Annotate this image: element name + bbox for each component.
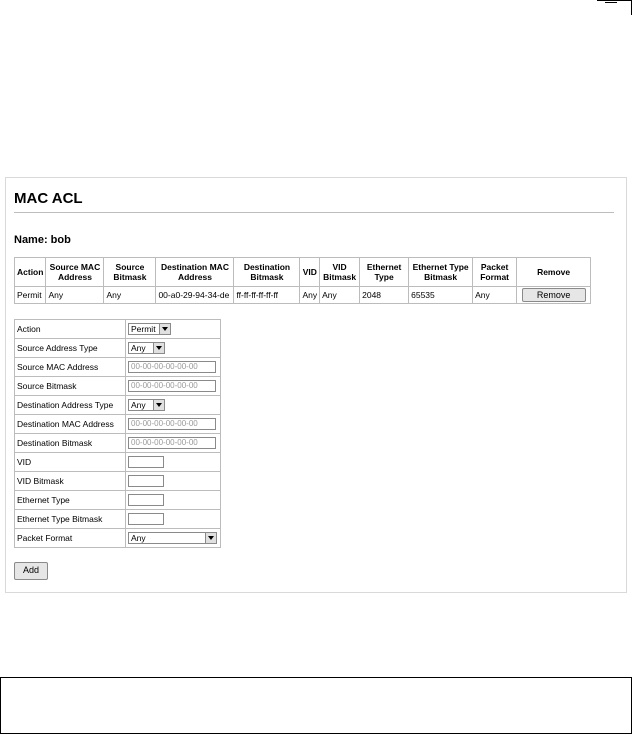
ethernet-type-label: Ethernet Type — [15, 491, 126, 510]
header-packet-format: Packet Format — [473, 258, 517, 287]
table-row — [15, 287, 591, 304]
vid-bitmask-label: VID Bitmask — [15, 472, 126, 491]
dest-address-type-label: Destination Address Type — [15, 396, 126, 415]
vid-bitmask-input[interactable] — [128, 475, 164, 487]
chevron-down-icon[interactable] — [153, 400, 164, 410]
vid-bitmask-field-cell — [126, 472, 221, 491]
action-field-cell — [126, 320, 221, 339]
form-row-dest-mac — [15, 415, 221, 434]
acl-name-label: Name: bob — [14, 234, 71, 246]
source-bitmask-label: Source Bitmask — [15, 377, 126, 396]
form-row-packet-format — [15, 529, 221, 548]
table-header-row — [15, 258, 591, 287]
header-ethernet-type-bitmask: Ethernet Type Bitmask — [409, 258, 473, 287]
source-bitmask-input[interactable]: 00-00-00-00-00-00 — [128, 380, 216, 392]
header-action: Action — [15, 258, 46, 287]
header-source-bitmask: Source Bitmask — [104, 258, 156, 287]
source-mac-label: Source MAC Address — [15, 358, 126, 377]
dest-address-type-select[interactable] — [128, 399, 165, 411]
corner-mark — [597, 0, 632, 15]
header-ethernet-type: Ethernet Type — [360, 258, 409, 287]
vid-field-cell — [126, 453, 221, 472]
cell-source-bitmask: Any — [104, 287, 156, 304]
vid-label: VID — [15, 453, 126, 472]
header-remove: Remove — [517, 258, 591, 287]
form-row-dest-address-type — [15, 396, 221, 415]
packet-format-label: Packet Format — [15, 529, 126, 548]
chevron-down-icon[interactable] — [153, 343, 164, 353]
cell-action: Permit — [15, 287, 46, 304]
source-mac-field-cell — [126, 358, 221, 377]
header-vid: VID — [300, 258, 320, 287]
packet-format-select-value: Any — [131, 533, 146, 543]
ethernet-type-bitmask-label: Ethernet Type Bitmask — [15, 510, 126, 529]
dest-bitmask-label: Destination Bitmask — [15, 434, 126, 453]
header-dest-bitmask: Destination Bitmask — [234, 258, 300, 287]
form-row-source-mac — [15, 358, 221, 377]
ethernet-type-input[interactable] — [128, 494, 164, 506]
chevron-down-icon[interactable] — [159, 324, 170, 334]
rule-form — [14, 319, 221, 548]
add-button[interactable]: Add — [14, 562, 48, 580]
source-address-type-select[interactable] — [128, 342, 165, 354]
cell-dest-mac: 00-a0-29-94-34-de — [156, 287, 234, 304]
cell-vid: Any — [300, 287, 320, 304]
dest-mac-field-cell — [126, 415, 221, 434]
title-divider — [14, 212, 614, 213]
cell-packet-format: Any — [473, 287, 517, 304]
form-row-vid — [15, 453, 221, 472]
source-mac-input[interactable]: 00-00-00-00-00-00 — [128, 361, 216, 373]
page-title: MAC ACL — [14, 190, 83, 207]
header-vid-bitmask: VID Bitmask — [320, 258, 360, 287]
dest-mac-input[interactable]: 00-00-00-00-00-00 — [128, 418, 216, 430]
form-row-source-bitmask — [15, 377, 221, 396]
vid-input[interactable] — [128, 456, 164, 468]
remove-button[interactable]: Remove — [522, 288, 586, 302]
ethernet-type-bitmask-input[interactable] — [128, 513, 164, 525]
action-select[interactable] — [128, 323, 171, 335]
form-row-ethernet-type — [15, 491, 221, 510]
dest-address-type-select-value: Any — [131, 400, 146, 410]
cell-remove — [517, 287, 591, 304]
cell-ethernet-type-bitmask: 65535 — [409, 287, 473, 304]
form-row-vid-bitmask — [15, 472, 221, 491]
source-address-type-field-cell — [126, 339, 221, 358]
packet-format-select[interactable] — [128, 532, 217, 544]
form-row-dest-bitmask — [15, 434, 221, 453]
cell-vid-bitmask: Any — [320, 287, 360, 304]
dest-mac-label: Destination MAC Address — [15, 415, 126, 434]
cell-ethernet-type: 2048 — [360, 287, 409, 304]
source-bitmask-field-cell — [126, 377, 221, 396]
ethernet-type-bitmask-field-cell — [126, 510, 221, 529]
dest-bitmask-field-cell — [126, 434, 221, 453]
form-row-action — [15, 320, 221, 339]
header-dest-mac: Destination MAC Address — [156, 258, 234, 287]
form-row-source-address-type — [15, 339, 221, 358]
ethernet-type-field-cell — [126, 491, 221, 510]
action-select-value: Permit — [131, 324, 156, 334]
note-box — [0, 677, 632, 734]
mac-acl-panel — [5, 177, 627, 593]
cell-source-mac: Any — [46, 287, 104, 304]
form-row-ethernet-type-bitmask — [15, 510, 221, 529]
cell-dest-bitmask: ff-ff-ff-ff-ff-ff — [234, 287, 300, 304]
rules-table — [14, 257, 591, 304]
source-address-type-select-value: Any — [131, 343, 146, 353]
dest-address-type-field-cell — [126, 396, 221, 415]
packet-format-field-cell — [126, 529, 221, 548]
chevron-down-icon[interactable] — [205, 533, 216, 543]
action-label: Action — [15, 320, 126, 339]
dest-bitmask-input[interactable]: 00-00-00-00-00-00 — [128, 437, 216, 449]
header-source-mac: Source MAC Address — [46, 258, 104, 287]
source-address-type-label: Source Address Type — [15, 339, 126, 358]
